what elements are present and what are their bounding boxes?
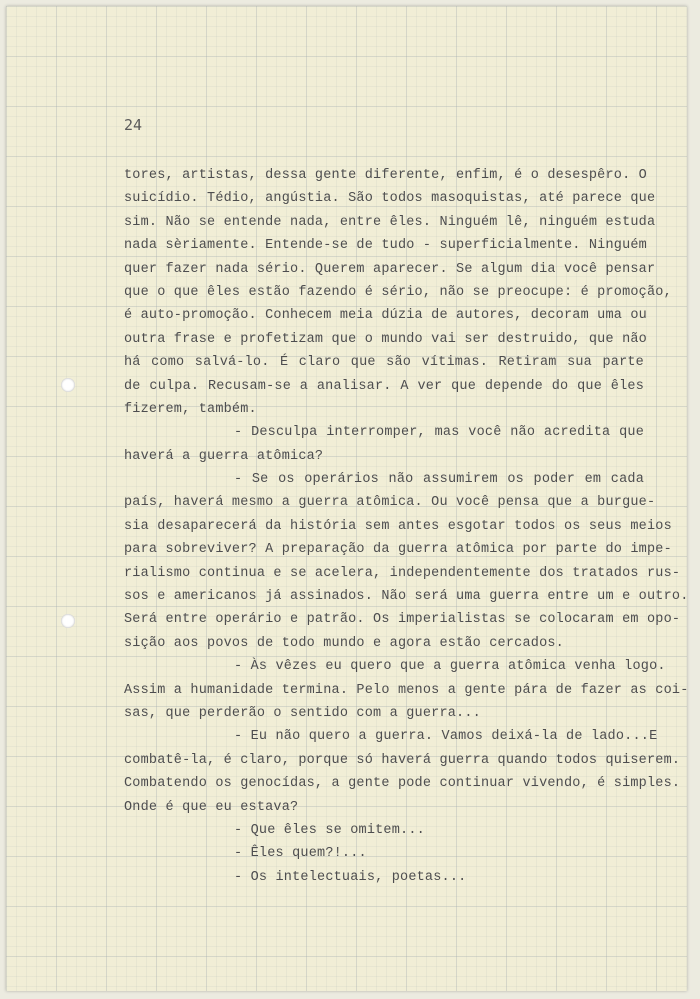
text-line: Assim a humanidade termina. Pelo menos a gente pára de fazer as coi- [124, 682, 689, 698]
page-number: 24 [124, 116, 143, 134]
typed-text-body [124, 164, 689, 889]
text-line: fizerem, também. [124, 401, 257, 417]
dialogue-line: - Que êles se omitem... [234, 822, 425, 838]
punch-hole-top [61, 378, 75, 392]
text-line: outra frase e profetizam que o mundo vai ser destruido, que não [124, 331, 647, 347]
dialogue-line: - Se os operários não assumirem os poder em cada [234, 472, 644, 488]
typewritten-page [6, 6, 687, 991]
dialogue-line: - Êles quem?!... [234, 846, 367, 862]
text-line: é auto-promoção. Conhecem meia dúzia de autores, decoram uma ou [124, 308, 647, 324]
dialogue-line: - Os intelectuais, poetas... [234, 869, 467, 885]
punch-hole-bottom [61, 614, 75, 628]
text-line: rialismo continua e se acelera, independentemente dos tratados rus- [124, 565, 681, 581]
text-line: sim. Não se entende nada, entre êles. Ninguém lê, ninguém estuda [124, 214, 656, 230]
dialogue-line: - Às vêzes eu quero que a guerra atômica venha logo. [234, 659, 666, 675]
text-line: suicídio. Tédio, angústia. São todos masoquistas, até parece que [124, 191, 656, 207]
text-line: Onde é que eu estava? [124, 799, 299, 815]
dialogue-line: - Desculpa interromper, mas você não acredita que [234, 425, 644, 441]
text-line: país, haverá mesmo a guerra atômica. Ou você pensa que a burgue- [124, 495, 656, 511]
text-line: nada sèriamente. Entende-se de tudo - superficialmente. Ninguém [124, 238, 647, 254]
text-line: quer fazer nada sério. Querem aparecer. Se algum dia você pensar [124, 261, 656, 277]
dialogue-line: - Eu não quero a guerra. Vamos deixá-la de lado...E [234, 729, 658, 745]
text-line: combatê-la, é claro, porque só haverá guerra quando todos quiserem. [124, 752, 681, 768]
text-line: sia desaparecerá da história sem antes esgotar todos os seus meios [124, 518, 672, 534]
text-line: Combatendo os genocídas, a gente pode continuar vivendo, é simples. [124, 776, 681, 792]
text-line: haverá a guerra atômica? [124, 448, 324, 464]
text-line: sos e americanos já assinados. Não será uma guerra entre um e outro. [124, 589, 689, 605]
text-line: para sobreviver? A preparação da guerra atômica por parte do impe- [124, 542, 672, 558]
text-line: há como salvá-lo. É claro que são vítimas. Retiram sua parte [124, 355, 644, 371]
text-line: de culpa. Recusam-se a analisar. A ver que depende do que êles [124, 378, 644, 394]
text-line: tores, artistas, dessa gente diferente, enfim, é o desespêro. O [124, 168, 647, 183]
text-line: sas, que perderão o sentido com a guerra... [124, 705, 481, 721]
text-line: Será entre operário e patrão. Os imperialistas se colocaram em opo- [124, 612, 681, 628]
text-line: sição aos povos de todo mundo e agora estão cercados. [124, 635, 564, 651]
text-line: que o que êles estão fazendo é sério, não se preocupe: é promoção, [124, 284, 672, 300]
